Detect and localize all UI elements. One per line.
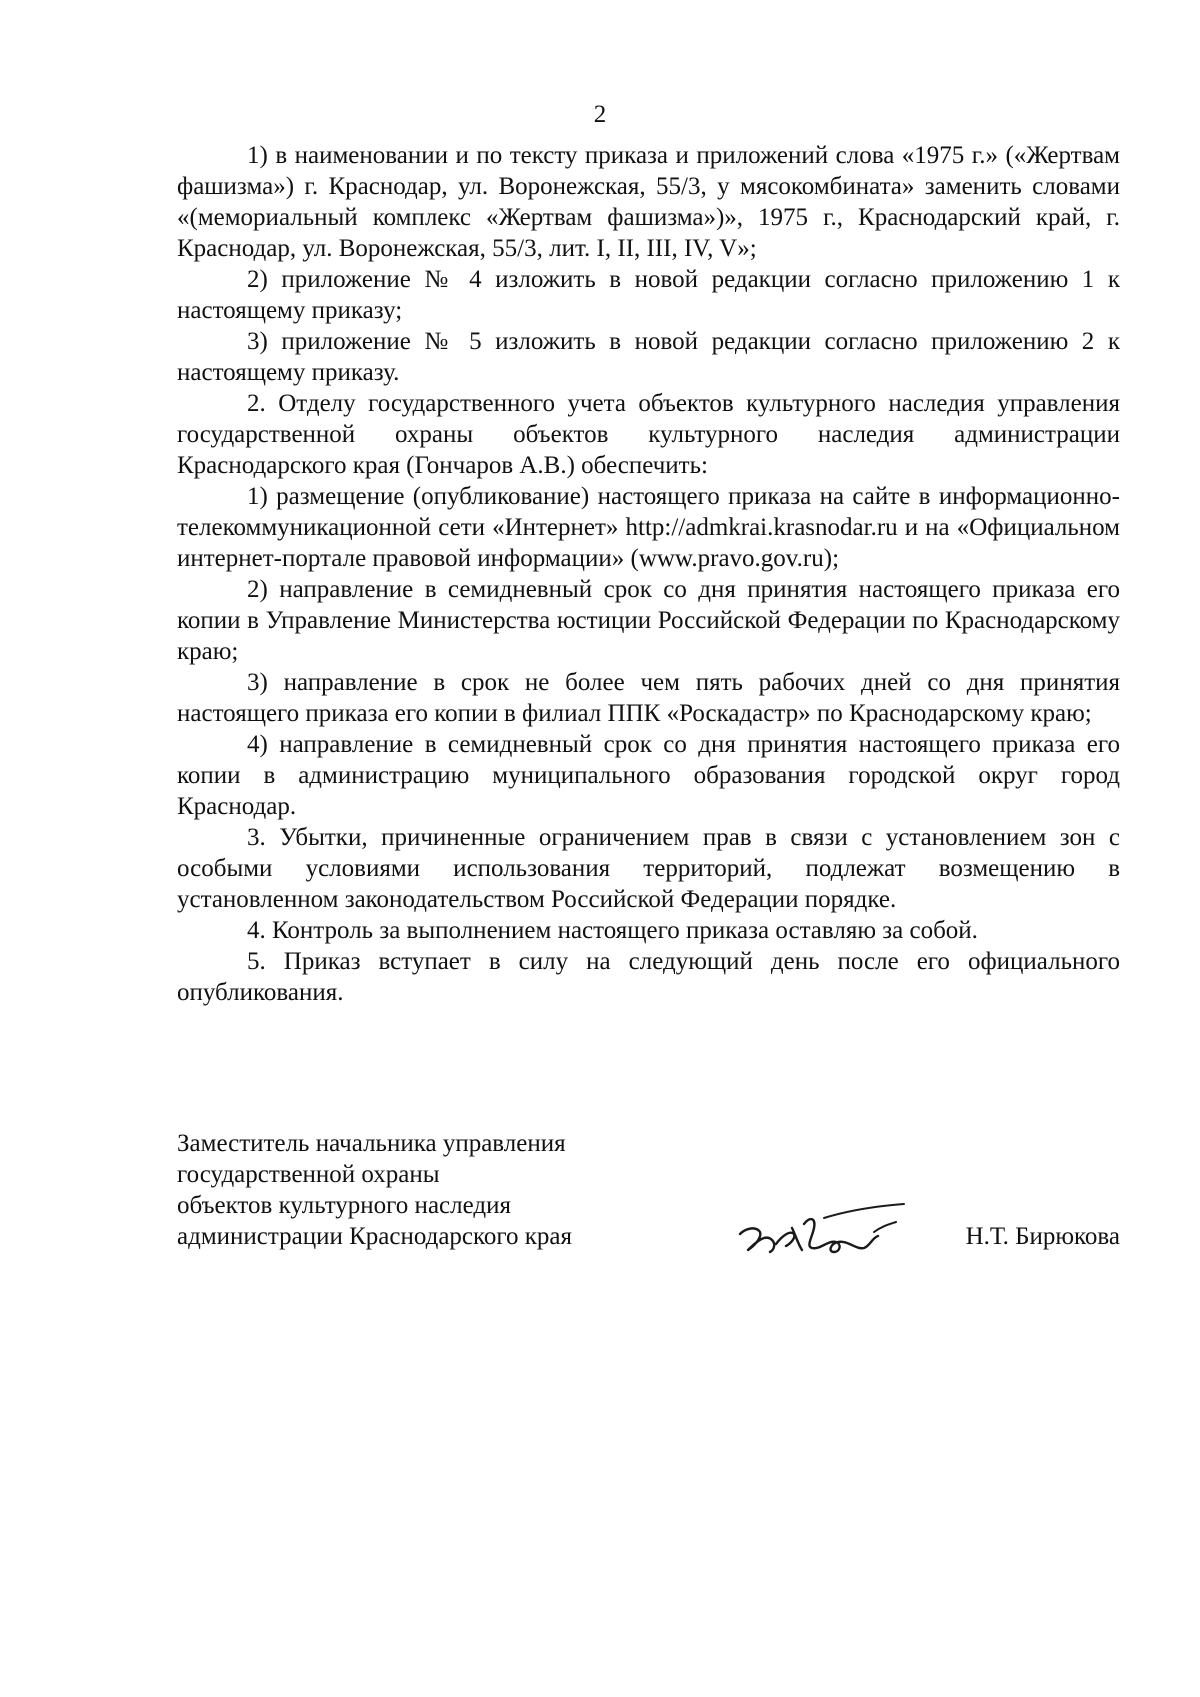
handwritten-signature — [732, 1196, 907, 1258]
paragraph-item-2-3: 3) направление в срок не более чем пять рабочих дней со дня принятия настоящего приказа его копии в филиал ППК «Роскадастр» по Краснодарскому краю; — [177, 669, 1120, 727]
page-number: 2 — [593, 101, 607, 128]
paragraph-amendment-1: 1) в наименовании и по тексту приказа и приложений слова «1975 г.» («Жертвам фашизма») г. Краснодар, ул. Воронежская, 55/3, у мясокомбината» заменить словами «(мемориальный комплекс «Жертвам фашизма»)», 1975 г., Краснодарский край, г. Краснодар, ул. Воронежская, 55/3, лит. I, II, III, IV, V»; — [177, 142, 1120, 262]
document-body — [177, 140, 1120, 1008]
paragraph-item-2-4: 4) направление в семидневный срок со дня принятия настоящего приказа его копии в администрацию муниципального образования городской округ город Краснодар. — [177, 731, 1120, 820]
paragraph-item-2-1: 1) размещение (опубликование) настоящего приказа на сайте в информационно-телекоммуникационной сети «Интернет» http://admkrai.krasnodar.ru и на «Официальном интернет-портале правовой информации» (www.pravo.gov.ru); — [177, 483, 1120, 572]
paragraph-amendment-3: 3) приложение № 5 изложить в новой редакции согласно приложению 2 к настоящему приказу. — [177, 328, 1120, 386]
paragraph-item-2-2: 2) направление в семидневный срок со дня принятия настоящего приказа его копии в Управление Министерства юстиции Российской Федерации по Краснодарскому краю; — [177, 576, 1120, 665]
signatory-name: Н.Т. Бирюкова — [965, 1223, 1120, 1250]
signatory-title-line: государственной охраны — [177, 1161, 440, 1188]
paragraph-item-2: 2. Отделу государственного учета объектов культурного наследия управления государственной охраны объектов культурного наследия администрации Краснодарского края (Гончаров А.В.) обеспечить: — [177, 390, 1120, 479]
signatory-title-line: администрации Краснодарского края — [177, 1223, 573, 1250]
signature-block — [177, 1128, 1120, 1258]
paragraph-item-4: 4. Контроль за выполнением настоящего приказа оставляю за собой. — [247, 917, 978, 944]
signatory-title-line: Заместитель начальника управления — [177, 1130, 566, 1157]
paragraph-amendment-2: 2) приложение № 4 изложить в новой редакции согласно приложению 1 к настоящему приказу; — [177, 266, 1120, 324]
paragraph-item-3: 3. Убытки, причиненные ограничением прав в связи с установлением зон с особыми условиями использования территорий, подлежат возмещению в установленном законодательством Российской Федерации порядке. — [177, 824, 1120, 913]
paragraph-item-5: 5. Приказ вступает в силу на следующий день после его официального опубликования. — [177, 948, 1120, 1006]
signatory-title — [177, 1128, 572, 1252]
signatory-title-line: объектов культурного наследия — [177, 1192, 511, 1219]
